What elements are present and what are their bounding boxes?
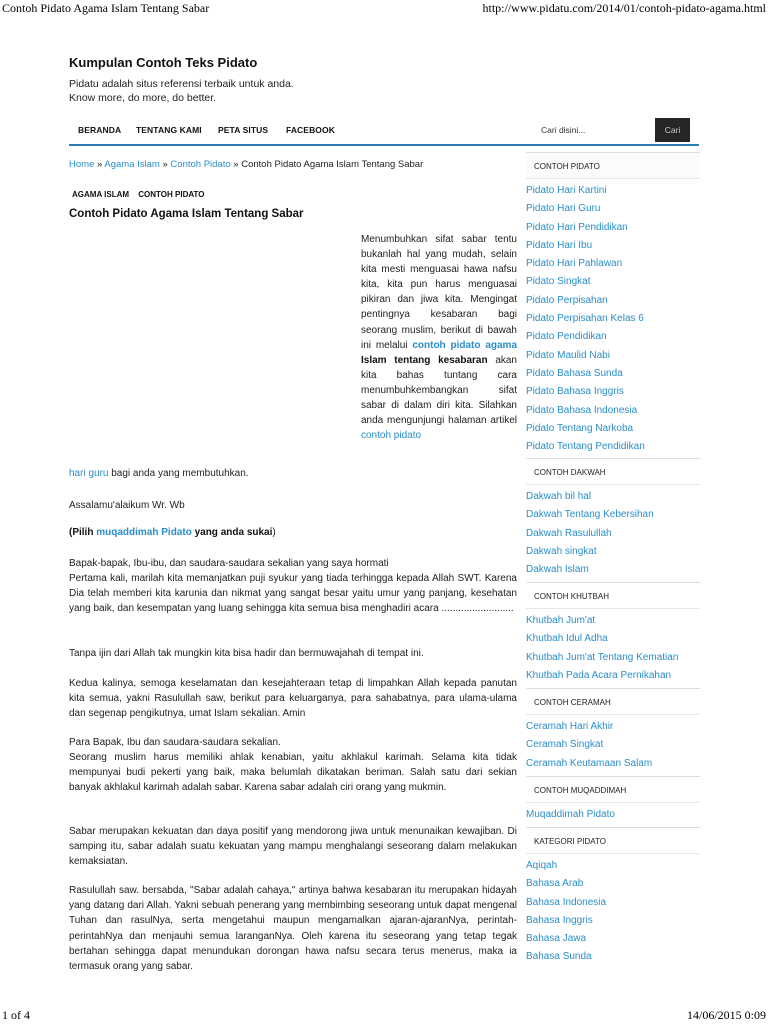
- paragraph-4: Kedua kalinya, semoga keselamatan dan kesejahteraan tetap di limpahkan Allah kepada panutan kita semua, yakni Rasulullah saw, berikut para keluarganya, para sahabatnya, para ulama-ulama dan segenap pengikutnya, umat Islam sekalian. Amin: [69, 678, 517, 720]
- sidebar-link[interactable]: Pidato Perpisahan Kelas 6: [526, 313, 644, 325]
- sidebar-link[interactable]: Pidato Maulid Nabi: [526, 349, 610, 361]
- print-page-number: 1 of 4: [2, 1008, 30, 1022]
- sidebar-heading-contoh-ceramah: CONTOH CERAMAH: [526, 688, 700, 715]
- intro-end-text: bagi anda yang membutuhkan.: [111, 468, 249, 479]
- intro-link-contoh-pidato-agama[interactable]: contoh pidato agama: [412, 339, 517, 351]
- sidebar-link[interactable]: Bahasa Inggris: [526, 914, 593, 926]
- breadcrumb-separator: »: [233, 159, 239, 170]
- intro-text-2: akan kita bahas tuntang cara menumbuhkembangkan sifat sabar di dalam diri kita. Silahkan anda mengunjungi halaman artikel: [361, 354, 517, 427]
- pilih-open: (Pilih: [69, 527, 94, 538]
- paragraph-5: Para Bapak, Ibu dan saudara-saudara sekalian.: [69, 737, 281, 748]
- sidebar-list-contoh-pidato: [526, 182, 700, 456]
- sidebar-link[interactable]: Dakwah singkat: [526, 545, 597, 557]
- sidebar-link[interactable]: Ceramah Keutamaan Salam: [526, 757, 653, 769]
- breadcrumb-current: Contoh Pidato Agama Islam Tentang Sabar: [241, 159, 424, 170]
- muqaddimah-link[interactable]: muqaddimah Pidato: [96, 527, 192, 538]
- sidebar-link[interactable]: Pidato Bahasa Inggris: [526, 386, 624, 398]
- breadcrumb-agama-islam[interactable]: Agama Islam: [104, 159, 160, 170]
- intro-bold-text: Islam tentang kesabaran: [361, 354, 488, 366]
- sidebar-link[interactable]: Khutbah Jum'at: [526, 615, 596, 626]
- sidebar-link[interactable]: Pidato Singkat: [526, 276, 591, 288]
- post-title: Contoh Pidato Agama Islam Tentang Sabar: [69, 208, 304, 220]
- sidebar-link[interactable]: Bahasa Indonesia: [526, 896, 607, 908]
- sidebar-heading-contoh-pidato: CONTOH PIDATO: [526, 152, 700, 179]
- sidebar-link[interactable]: Pidato Tentang Narkoba: [526, 422, 634, 434]
- print-footer: [0, 1006, 768, 1024]
- sidebar-link[interactable]: Dakwah Tentang Kebersihan: [526, 509, 654, 521]
- pilih-close: yang anda sukai: [194, 527, 273, 538]
- intro-link-hari-guru[interactable]: hari guru: [69, 468, 109, 479]
- sidebar-link[interactable]: Khutbah Pada Acara Pernikahan: [526, 669, 672, 681]
- nav-facebook[interactable]: FACEBOOK: [286, 125, 335, 135]
- sidebar-link[interactable]: Pidato Bahasa Sunda: [526, 367, 623, 379]
- paragraph-6: Seorang muslim harus memiliki ahlak kenabian, yaitu akhlakul karimah. Selama kita tidak mempunyai budi pekerti yang baik, maka belumlah dikatakan beriman. Salah satu dari sekian banyak akhlakul karimah adalah sabar. Karena sabar adalah ciri orang yang mukmin.: [69, 752, 517, 794]
- intro-link-contoh-pidato[interactable]: contoh pidato: [361, 430, 422, 442]
- sidebar-link[interactable]: Dakwah Islam: [526, 564, 589, 576]
- print-header: [0, 0, 768, 18]
- tag-contoh-pidato[interactable]: CONTOH PIDATO: [138, 190, 205, 199]
- breadcrumb-contoh-pidato[interactable]: Contoh Pidato: [170, 159, 231, 170]
- breadcrumb: [69, 159, 423, 170]
- post-tags: [72, 190, 212, 199]
- post-intro: [361, 232, 517, 443]
- sidebar-link[interactable]: Bahasa Arab: [526, 878, 584, 890]
- paragraph-2: Pertama kali, marilah kita memanjatkan puji syukur yang tiada terhingga kepada Allah SWT. Karena Dia telah memberi kita karunia dan nikmat yang sangat besar yaitu umur yang panjang, kesehatan yang baik, dan kesempatan yang luang sehingga kita semua bisa menghadiri acara ..........................: [69, 573, 517, 615]
- sidebar-link[interactable]: Pidato Pendidikan: [526, 331, 607, 343]
- site-title[interactable]: Kumpulan Contoh Teks Pidato: [69, 55, 258, 70]
- nav-tentang-kami[interactable]: TENTANG KAMI: [136, 125, 202, 135]
- breadcrumb-separator: »: [96, 159, 103, 170]
- sidebar-link[interactable]: Pidato Perpisahan: [526, 294, 608, 306]
- sidebar-heading-contoh-dakwah: CONTOH DAKWAH: [526, 458, 700, 485]
- intro-text: Menumbuhkan sifat sabar tentu bukanlah hal yang mudah, selain kita mesti menguasai hawa nafsu kita, kita pun harus menguasai pikiran dan jiwa kita. Mengingat pentingnya kesabaran bagi seorang muslim, berikut di bawah ini melalui: [361, 234, 517, 351]
- search-input[interactable]: [537, 119, 655, 141]
- site-description: Pidatu adalah situs referensi terbaik untuk anda. Know more, do more, do better.: [69, 78, 294, 104]
- sidebar-link[interactable]: Ceramah Singkat: [526, 739, 604, 751]
- intro-continuation: [69, 468, 249, 479]
- paragraph-1: Bapak-bapak, Ibu-ibu, dan saudara-saudara sekalian yang saya hormati: [69, 558, 389, 569]
- search-button[interactable]: Cari: [655, 118, 690, 142]
- sidebar-link[interactable]: Pidato Bahasa Indonesia: [526, 404, 638, 416]
- sidebar-link[interactable]: Pidato Hari Pendidikan: [526, 221, 628, 233]
- sidebar-link[interactable]: Bahasa Sunda: [526, 951, 592, 963]
- sidebar-list-kategori-pidato: [526, 857, 700, 967]
- sidebar-link[interactable]: Muqaddimah Pidato: [526, 809, 615, 820]
- sidebar-link[interactable]: Bahasa Jawa: [526, 933, 587, 945]
- nav-beranda[interactable]: BERANDA: [78, 125, 122, 135]
- paragraph-8: Rasulullah saw. bersabda, "Sabar adalah cahaya," artinya bahwa kesabaran itu merupakan hidayah yang datang dari Allah. Yakni sebuah penerang yang membimbing seseorang untuk dapat mengenal Tuhan dan rasulNya, serta mengetahui maupun mengamalkan ajaran-ajaranNya, perintah-perintahNya dan menjauhi semua laranganNya. Oleh karena itu seseorang yang tetap tegak bertahan sehingga dapat menundukan dorongan hawa nafsu secara terus menerus, maka ia termasuk orang yang sabar.: [69, 885, 517, 973]
- sidebar-list-contoh-dakwah: [526, 488, 700, 579]
- sidebar-heading-kategori-pidato: KATEGORI PIDATO: [526, 827, 700, 854]
- sidebar-link[interactable]: Pidato Hari Ibu: [526, 239, 593, 251]
- tag-agama-islam[interactable]: AGAMA ISLAM: [72, 190, 130, 199]
- nav-peta-situs[interactable]: PETA SITUS: [218, 125, 269, 135]
- sidebar-link[interactable]: Pidato Hari Pahlawan: [526, 258, 623, 270]
- sidebar-list-contoh-khutbah: [526, 612, 700, 685]
- sidebar-heading-contoh-khutbah: CONTOH KHUTBAH: [526, 582, 700, 609]
- navbar: [69, 118, 699, 146]
- paragraph-3: Tanpa ijin dari Allah tak mungkin kita bisa hadir dan bermuwajahah di tempat ini.: [69, 648, 424, 659]
- sidebar-link[interactable]: Aqiqah: [526, 860, 558, 871]
- sidebar-list-contoh-muqaddimah: [526, 806, 700, 824]
- pilih-paren: ): [272, 527, 276, 538]
- breadcrumb-separator: »: [162, 159, 168, 170]
- sidebar-heading-contoh-muqaddimah: CONTOH MUQADDIMAH: [526, 776, 700, 803]
- print-url: http://www.pidatu.com/2014/01/contoh-pidato-agama.html: [482, 1, 766, 15]
- sidebar-link[interactable]: Khutbah Idul Adha: [526, 633, 608, 645]
- sidebar-link[interactable]: Pidato Hari Kartini: [526, 185, 607, 196]
- sidebar-link[interactable]: Khutbah Jum'at Tentang Kematian: [526, 651, 679, 663]
- sidebar-link[interactable]: Dakwah Rasulullah: [526, 527, 612, 539]
- sidebar-link[interactable]: Pidato Tentang Pendidikan: [526, 441, 645, 453]
- greeting: Assalamu'alaikum Wr. Wb: [69, 500, 185, 511]
- pilih-line: [69, 525, 517, 540]
- sidebar-list-contoh-ceramah: [526, 718, 700, 773]
- sidebar-link[interactable]: Pidato Hari Guru: [526, 203, 601, 215]
- sidebar-link[interactable]: Ceramah Hari Akhir: [526, 721, 614, 732]
- print-date: 14/06/2015 0:09: [686, 1008, 766, 1022]
- print-page-title: Contoh Pidato Agama Islam Tentang Sabar: [2, 1, 210, 15]
- sidebar-link[interactable]: Dakwah bil hal: [526, 491, 592, 502]
- breadcrumb-home[interactable]: Home: [69, 159, 95, 170]
- paragraph-7: Sabar merupakan kekuatan dan daya positif yang mendorong jiwa untuk menunaikan kewajiban. Di samping itu, sabar adalah suatu kekuatan yang mampu menghalangi seseorang dalam melakukan kemaksiatan.: [69, 826, 517, 868]
